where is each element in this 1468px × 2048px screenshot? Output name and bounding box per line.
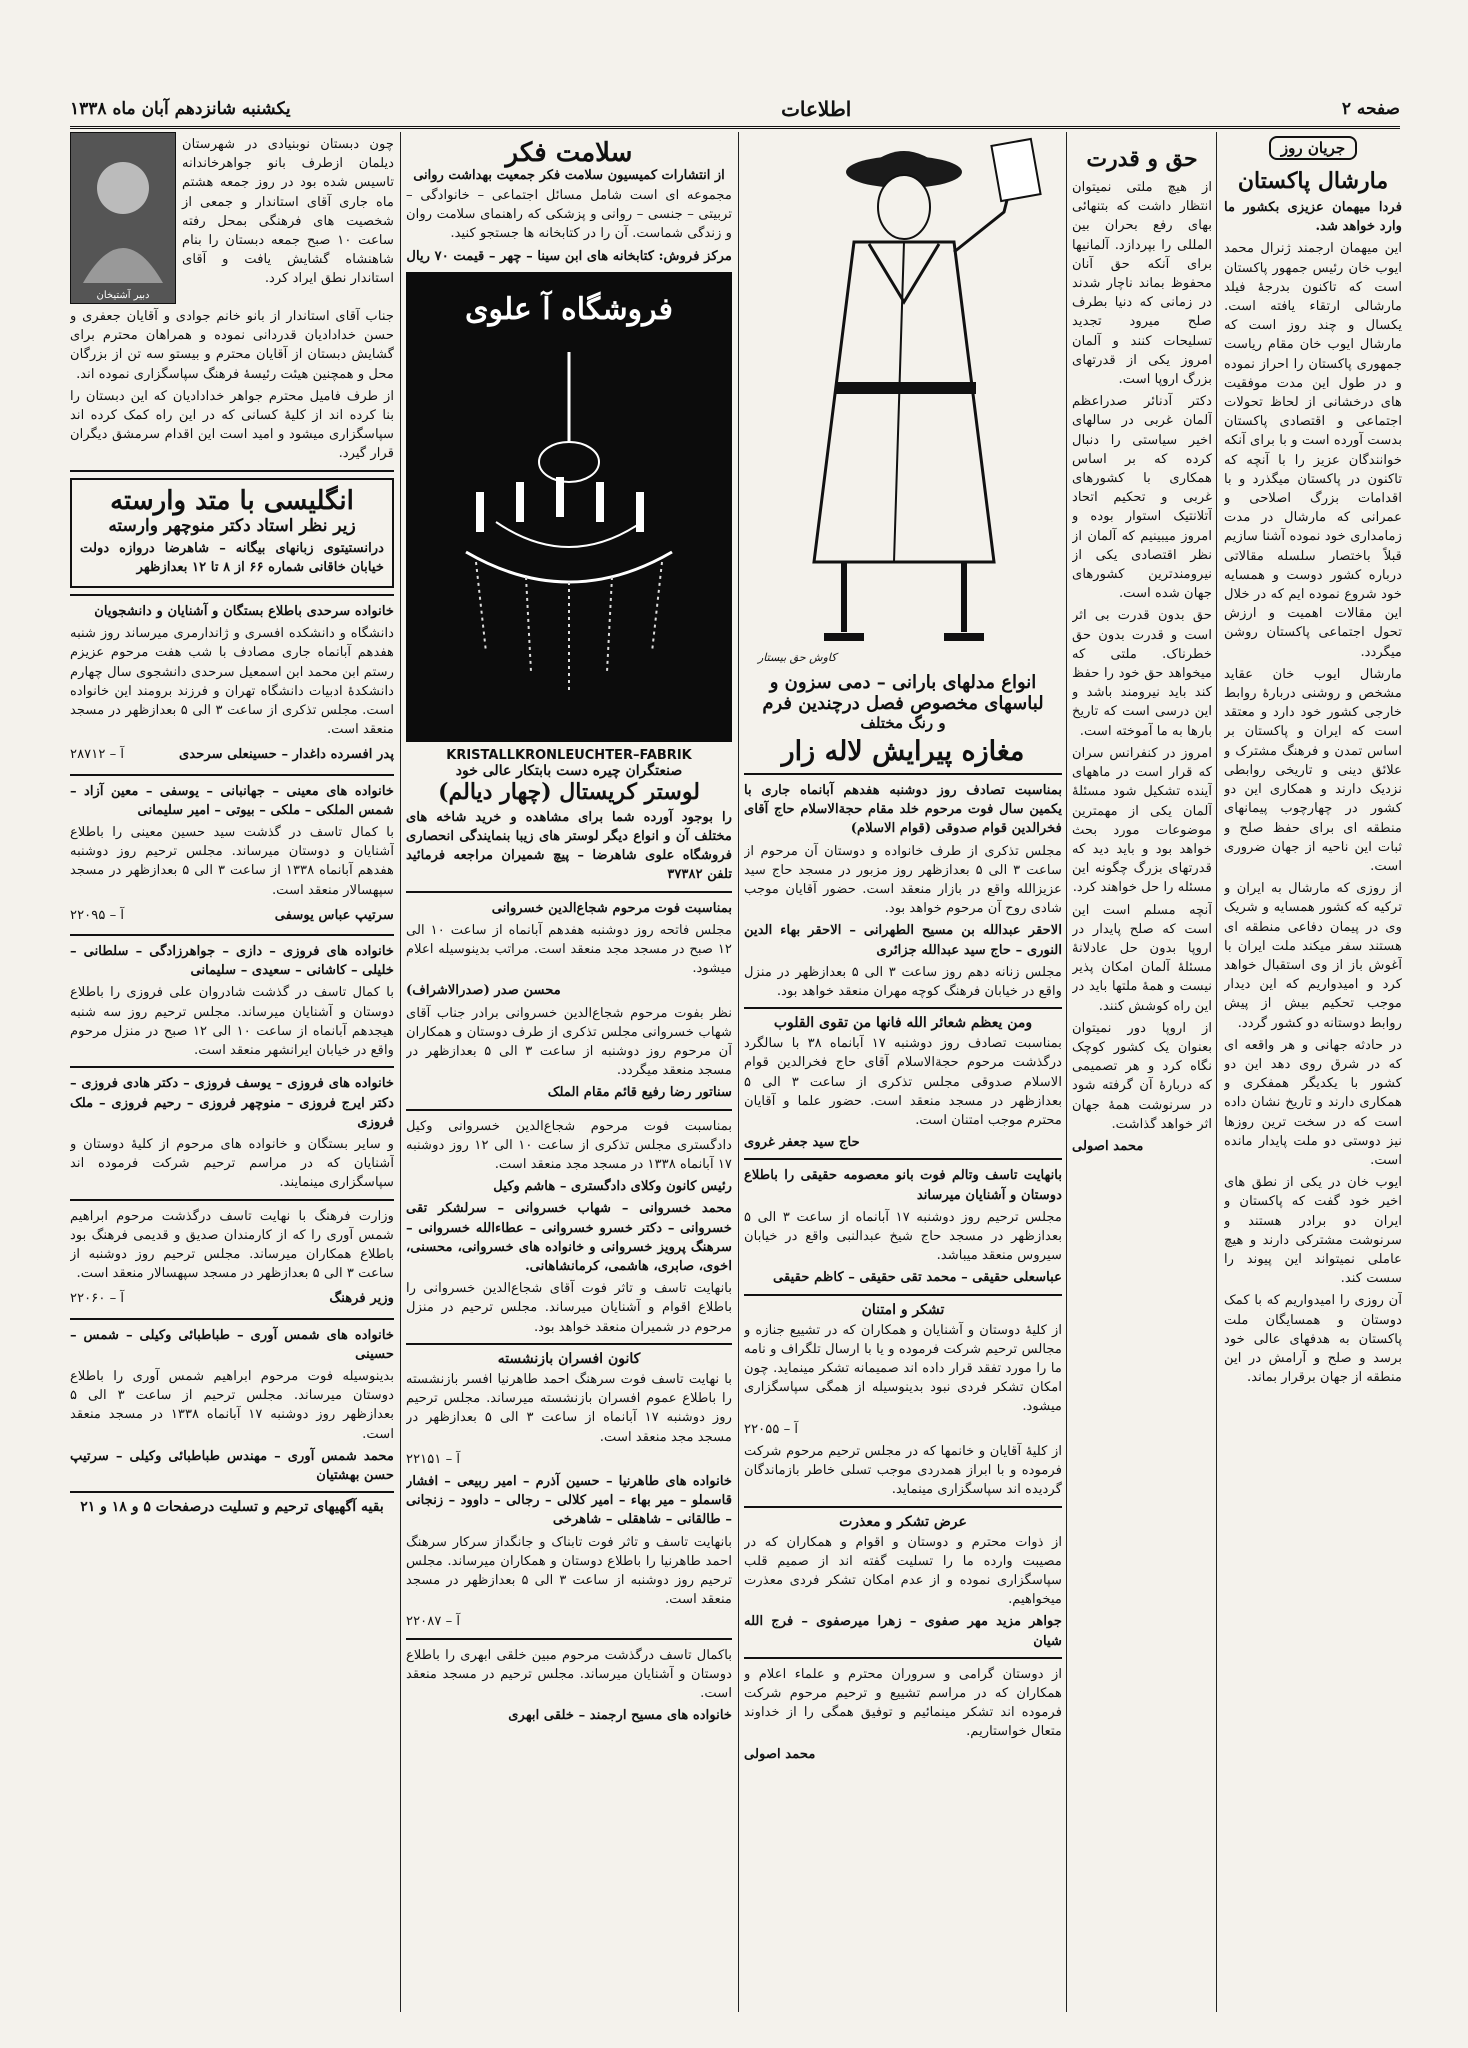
ad-line: لباسهای مخصوص فصل درچندین فرم	[762, 693, 1044, 714]
artist-signature: کاوش حق بیستار	[758, 651, 837, 664]
book-title: سلامت فکر	[505, 138, 633, 168]
notice-code: آ – ۲۲۰۶۰	[70, 1291, 125, 1307]
article-body: در حادثه جهانی و هر واقعه ای که در شرق روی دهد این دو کشور با یکدیگر همفکری و همکاری دارند و تاریخ نشان داده است که در سخت ترین روزها نیز دوستی دو ملت پایدار مانده است.	[1224, 1037, 1402, 1168]
notice-body: مجلس زنانه دهم روز ساعت ۳ الی ۵ بعدازظهر در منزل واقع در خیابان فرهنگ کوچه مهران منعقد خواهد بود.	[744, 964, 1062, 1000]
brand-sub: صنعتگران چیره دست بابتکار عالی خود	[455, 762, 683, 779]
article-body: از هیچ ملتی نمیتوان انتظار داشت که بتنهائی بهای رفع بحران بین المللی را بپردازد. آلمانیها برای آنکه حق آنان محفوظ بماند ناچار شدند در زمانی که دنیا بطرف صلح میرود تجدید تسلیحات کنند و آلمان امروز یکی از قدرتهای بزرگ اروپا است.	[1072, 180, 1212, 388]
notice-signature: عباسعلی حقیقی – محمد تقی حقیقی – کاظم حقیقی	[773, 1270, 1062, 1286]
ad-subtitle: زیر نظر استاد دکتر منوچهر وارسته	[108, 515, 356, 536]
notice-body: محمد خسروانی – شهاب خسروانی – سرلشکر تقی خسروانی – دکتر خسرو خسروانی – عطاءالله خسروانی – سرهنگ پرویز خسروانی و خانواده های خسروانی، محسنی، اخوی، صابری، هاشمی، کرمانشاهانی.	[406, 1201, 732, 1275]
notice-signature: جواهر مزید مهر صفوی – زهرا میرصفوی – فرج الله شیان	[744, 1614, 1062, 1649]
notice-signature: خانواده های مسیح ارجمند – خلقی ابهری	[508, 1708, 732, 1724]
article-lead: فردا میهمان عزیزی بکشور ما وارد خواهد شد.	[1224, 200, 1402, 235]
news-body: از طرف فامیل محترم جواهر خدادادیان که این دبستان را بنا کرده اند از کلیهٔ کسانی که در این راه کمک کرده اند سپاسگزاری میشود و امید است این اقدام سرمشق دیگران قرار گیرد.	[70, 388, 394, 462]
notice-signature: محسن صدر (صدرالاشراف)	[406, 983, 561, 999]
notice-body: با کمال تاسف در گذشت سید حسین معینی را باطلاع آشنایان و دوستان میرساند. مجلس ترحیم روز دوشنبه هفدهم آبانماه ۱۳۳۸ از ساعت ۳ الی ۵ بعدازظهر در مسجد سپهسالار منعقد است.	[70, 825, 394, 898]
notice-title: عرض تشکر و معذرت	[839, 1513, 967, 1530]
notice-title: خانواده های فروزی – دازی – جواهرزادگی – سلطانی – خلیلی – کاشانی – سعیدی – سلیمانی	[70, 944, 394, 979]
section-tag: جریان روز	[1269, 136, 1357, 160]
book-price: مرکز فروش: کتابخانه های ابن سینا – چهر – قیمت ۷۰ ریال	[406, 248, 732, 264]
article-body: دکتر آدنائر صدراعظم آلمان غربی در سالهای اخیر سیاستی را دنبال کرده که بر اساس همکاری با کشورهای غربی و تحکیم اتحاد آتلانتیک استوار بوده و امروز میبینیم که آلمان از نظر اقتصادی یکی از نیرومندترین کشورهای جهان شده است.	[1072, 394, 1212, 602]
issue-date: یکشنبه شانزدهم آبان ماه ۱۳۳۸	[70, 99, 291, 119]
notice-signature: سرتیپ عباس یوسفی	[274, 907, 394, 923]
notice-body: از کلیهٔ دوستان و آشنایان و همکاران که در تشییع جنازه و مجالس ترحیم شرکت فرموده و یا با ارسال تلگراف و نامه ما را مورد تفقد قرار داده اند صمیمانه تشکر مینماید. چون امکان تشکر فردی نبود بدینوسیله از همگی سپاسگزاری میشود.	[744, 1322, 1062, 1415]
article-body: این میهمان ارجمند ژنرال محمد ایوب خان رئیس جمهور پاکستان است که تاکنون بدرجهٔ فیلد مارشالی ارتقاء یافته است. یکسال و چند روز است که مارشال ایوب خان مقام ریاست جمهوری پاکستان را احراز نموده و در طول این مدت موفقیت های درخشانی از لحاظ تحولات اجتماعی و اقتصادی پاکستان بدست آورده است و با برای آنکه خوانندگان عزیز را با آنچه که تاکنون در پاکستان میگذرد و با اقدامات بزرگ اصلاحی و عمرانی که مارشال در مدت زمامداری خود نموده آشنا سازیم قبلاً باختصار سلسله مقالاتی درباره کشور دوست و همسایه خود شروع نموده ایم که در خلال این مقالات اهمیت و ارزش تحول اجتماعی پاکستان روشن میگردد.	[1224, 241, 1402, 660]
column-notices-left	[70, 132, 394, 2012]
man-in-raincoat-icon	[744, 132, 1062, 672]
page-number: صفحه ۲	[1341, 99, 1400, 119]
notice-body: مجلس ترحیم روز دوشنبه ۱۷ آبانماه از ساعت ۳ الی ۵ بعدازظهر در مسجد حاج شیخ عبدالنبی واقع در خیابان سیروس منعقد میباشد.	[744, 1209, 1062, 1264]
ad-title: انگلیسی با متد وارسته	[110, 485, 354, 516]
ad-line: و رنگ مختلف	[860, 714, 946, 732]
notice-code: آ – ۲۲۰۸۷	[406, 1614, 461, 1630]
notice-title: بانهایت تاسف وتالم فوت بانو معصومه حقیقی را باطلاع دوستان و آشنایان میرساند	[744, 1168, 1062, 1203]
news-body: جناب آقای استاندار از بانو خانم جوادی و آقایان جعفری و حسن خدادادیان قدردانی نموده و همراهان محترم برای گشایش دبستان از آقایان محترم و بیستو سه تن از بزرگان محل و همچنین هیئت رئیسهٔ فرهنگ سپاسگزاری نموده اند.	[70, 309, 394, 382]
column-editorial	[1224, 132, 1402, 2012]
notice-body: باکمال تاسف درگذشت مرحوم مبین خلقی ابهری را باطلاع دوستان و آشنایان میرساند. مجلس ترحیم در مسجد منعقد است.	[406, 1647, 732, 1701]
notice-body: با کمال تاسف در گذشت شادروان علی فروزی را باطلاع دوستان و آشنایان میرساند. مجلس ترحیم روز سه شنبه هیجدهم آبانماه از ساعت ۱۰ الی ۱۲ صبح در منزل مرحوم واقع در خیابان ایرانشهر منعقد است.	[70, 985, 394, 1059]
raincoat-illustration	[744, 132, 1062, 672]
notice-signature: رئیس کانون وکلای دادگستری – هاشم وکیل	[493, 1179, 732, 1195]
paper-name: اطلاعات	[781, 97, 852, 121]
notice-title: خانواده های معینی – جهانبانی – یوسفی – معین آزاد – شمس الملکی – ملکی – بیوتی – امیر سلیمانی	[70, 783, 394, 818]
notice-title: کانون افسران بازنشسته	[497, 1350, 641, 1367]
page-footer-note: بقیه آگهیهای ترحیم و تسلیت درصفحات ۵ و ۱۸ و ۲۱	[80, 1499, 384, 1516]
notice-signature: پدر افسرده داغدار – حسینعلی سرحدی	[178, 747, 394, 763]
article-body: از روزی که مارشال به ایران و ترکیه که کشور همسایه و شریک وی در پیمان دفاعی منطقه ای هستند سفر میکند ملت ایران با آغوش باز از وی استقبال خواهد کرد و امیدواریم که این دیدار موجب تحکیم بیش از پیش روابط دوستانه دو کشور گردد.	[1224, 881, 1402, 1031]
notice-body: بمناسبت تصادف روز دوشنبه ۱۷ آبانماه ۳۸ با سالگرد درگذشت مرحوم حجة‌الاسلام آقای حاج فخرالدین قوام الاسلام صدوقی مجلس تذکری از ساعت ۳ الی ۵ بعدازظهر در مسجد منعقد است. حضور علما و آقایان محترم موجب امتنان است.	[744, 1036, 1062, 1129]
notice-title: بمناسبت تصادف روز دوشنبه هفدهم آبانماه جاری با یکمین سال فوت مرحوم خلد مقام حجة‌الاسلام حاج آقای فخرالدین قوام صدوقی (قوام الاسلام)	[744, 783, 1062, 837]
notice-body: از ذوات محترم و دوستان و اقوام و همکاران که در مصیبت وارده ما را تسلیت گفته اند از صمیم قلب سپاسگزاری نموده و از عدم امکان تشکر فردی معذرت میخواهیم.	[744, 1534, 1062, 1608]
notice-signature: محمد اصولی	[744, 1746, 816, 1762]
notice-code: آ – ۲۲۰۵۵	[744, 1421, 799, 1437]
article-body: آن روزی را امیدواریم که با کمک دوستان و همسایگان ملت پاکستان به هدفهای عالی خود برسد و صلح و آرامش در این منطقه از جهان برقرار بماند.	[1224, 1293, 1402, 1386]
ad-title: فروشگاه آ علوی	[465, 291, 673, 327]
chandelier-icon	[406, 352, 732, 732]
child-photo	[70, 132, 176, 304]
notice-body: بدینوسیله فوت مرحوم ابراهیم شمس آوری را باطلاع دوستان میرساند. مجلس ترحیم از ساعت ۳ الی ۵ بعدازظهر روز دوشنبه ۱۷ آبانماه ۱۳۳۸ در مسجد منعقد است.	[70, 1368, 394, 1442]
article-body: حق بدون قدرت بی اثر است و قدرت بدون حق خطرناک. ملتی که میخواهد حق خود را حفظ کند باید نیرومند باشد و این درسی است که تاریخ بارها به ما آموخته است.	[1072, 608, 1212, 739]
book-body: مجموعه ای است شامل مسائل اجتماعی – خانوادگی – تربیتی – جنسی – روانی و پزشکی که راهنمای سلامت روان و زندگی شماست. آن را در کتابخانه ها جستجو کنید.	[406, 188, 732, 242]
notice-body: با نهایت تاسف فوت سرهنگ احمد طاهرنیا افسر بازنشسته را باطلاع عموم افسران بازنشسته میرساند. مجلس ترحیم روز دوشنبه ۱۷ آبانماه از ساعت ۳ الی ۵ بعدازظهر در مسجد مجد منعقد است.	[406, 1371, 732, 1445]
masthead	[70, 92, 1400, 129]
notice-code: آ – ۲۸۷۱۲	[70, 747, 125, 763]
ad-body: درانستیتوی زبانهای بیگانه – شاهرضا دروازه دولت خیابان خاقانی شماره ۶۶ از ۸ تا ۱۲ بعدازظهر	[80, 540, 384, 575]
notice-body: مجلس فاتحه روز دوشنبه هفدهم آبانماه از ساعت ۱۰ الی ۱۲ صبح در مسجد مجد منعقد است. مراتب بدینوسیله اعلام میشود.	[406, 922, 732, 977]
notice-body: بمناسبت فوت مرحوم شجاع‌الدین خسروانی وکیل دادگستری مجلس تذکری از ساعت ۱۰ الی ۱۲ روز دوشنبه ۱۷ آبانماه ۱۳۳۸ در مسجد مجد منعقد است.	[406, 1118, 732, 1173]
notice-title: تشکر و امتنان	[861, 1301, 945, 1318]
brand-product: لوستر کریستال (چهار دیالم)	[438, 778, 700, 805]
notice-body: از دوستان گرامی و سروران محترم و علماء اعلام و همکاران که در مراسم تشییع و ترحیم مرحوم شرکت فرموده اند تشکر مینمائیم و توفیق همگی را از خداوند متعال خواستاریم.	[744, 1666, 1062, 1740]
article-title: حق و قدرت	[1086, 146, 1198, 172]
author-signature: محمد اصولی	[1072, 1138, 1144, 1154]
column-raincoat-ad	[744, 132, 1062, 2012]
notice-body: از کلیهٔ آقایان و خانمها که در مجلس ترحیم مرحوم شرکت فرموده و با ابراز همدردی موجب تسلی خاطر بازماندگان گردیده اند سپاسگزاری مینماید.	[744, 1443, 1062, 1498]
brand-body: را بوجود آورده شما برای مشاهده و خرید شاخه های مختلف آن و انواع دیگر لوستر های زیبا بنمایندگی انحصاری فروشگاه علوی شاهرضا – پیچ شمیران مراجعه فرمائید تلفن ۳۷۳۸۲	[406, 809, 732, 883]
notice-body: وزارت فرهنگ با نهایت تاسف درگذشت مرحوم ابراهیم شمس آوری را که از کارمندان صدیق و قدیمی فرهنگ بود باطلاع همکاران میرساند. مجلس ترحیم روز دوشنبه از ساعت ۳ الی ۵ بعدازظهر در مسجد سپهسالار منعقد است.	[70, 1208, 394, 1282]
chandelier-ad-panel	[406, 272, 732, 742]
news-body: چون دبستان نوبنیادی در شهرستان دیلمان ازطرف بانو جواهرخاندانه تاسیس شده بود در روز جمعه هشتم ماه جاری آقای استاندار و جمعی از شخصیت های فرهنگی بمحل رفته ساعت ۱۰ صبح جمعه دبستان را بنام شاهنشاه گشایش یافت و آقای استاندار نطق ایراد کرد.	[182, 137, 394, 287]
book-lead: از انتشارات کمیسیون سلامت فکر جمعیت بهداشت روانی	[413, 168, 725, 183]
portrait-icon	[71, 133, 175, 283]
notice-body: مجلس تذکری از طرف خانواده و دوستان آن مرحوم از ساعت ۳ الی ۵ بعدازظهر روز مزبور در مسجد حاج سید عزیزالله واقع در بازار منعقد است. حضور آقایان موجب شادی روح آن مرحوم خواهد بود.	[744, 843, 1062, 917]
notice-body: و سایر بستگان و خانواده های مرحوم از کلیهٔ دوستان و آشنایان که در مراسم ترحیم شرکت فرموده اند سپاسگزاری مینمایند.	[70, 1136, 394, 1191]
notice-title: خانواده های شمس آوری – طباطبائی وکیلی – شمس – حسینی	[70, 1327, 394, 1362]
photo-caption: دبیر آشتیخان	[96, 290, 150, 301]
shop-name: مغازه پیرایش لاله زار	[781, 736, 1025, 767]
column-right-and-power	[1072, 132, 1212, 2012]
notice-code: آ – ۲۲۱۵۱	[406, 1451, 461, 1467]
notice-title: خانواده سرحدی باطلاع بستگان و آشنایان و دانشجویان	[94, 604, 394, 620]
notice-body: دانشگاه و دانشکده افسری و ژاندارمری میرساند روز شنبه هفدهم آبانماه جاری مصادف با شب هفت مرحوم عزیزم رستم ابن محمد ابن اسمعیل سرحدی دانشجوی سال چهارم دانشکدهٔ ادبیات دانشگاه تهران و فرزند برومند این خانواده است. مجلس تذکری از ساعت ۳ الی ۵ بعدازظهر در مسجد منعقد است.	[70, 626, 394, 738]
article-body: آنچه مسلم است این است که صلح پایدار در اروپا بدون حل عادلانهٔ مسئلهٔ آلمان امکان پذیر نیست و همهٔ ملتها باید در این راه کوشش کنند.	[1072, 902, 1212, 1014]
notice-signature: الاحقر عبدالله بن مسیح الطهرانی – الاحقر بهاء الدین النوری – حاج سید عبدالله جزائری	[744, 923, 1062, 958]
article-title: مارشال پاکستان	[1237, 168, 1389, 194]
article-body: ایوب خان در یکی از نطق های اخیر خود گفت که پاکستان و ایران دو برادر هستند و سرنوشت مشترکی دارند و هیچ عاملی نمیتواند این پیوند را سست کند.	[1224, 1175, 1402, 1287]
notice-code: آ – ۲۲۰۹۵	[70, 907, 125, 923]
notice-body: خانواده های طاهرنیا – حسین آذرم – امیر ربیعی – افشار قاسملو – میر بهاء – امیر کلالی – رجالی – داوود – زنجانی – طالقانی – شاهقلی – شاهرخی	[406, 1473, 732, 1528]
notice-title: بمناسبت فوت مرحوم شجاع‌الدین خسروانی	[491, 900, 732, 916]
notice-signature: وزیر فرهنگ	[329, 1291, 394, 1307]
brand-name: KRISTALLKRONLEUCHTER–FABRIK	[446, 747, 692, 763]
notice-signature: سناتور رضا رفیع قائم مقام الملک	[547, 1085, 732, 1101]
column-chandelier-ad	[406, 132, 732, 2012]
article-body: مارشال ایوب خان عقاید مشخص و روشنی دربارهٔ روابط خارجی کشور خود دارد و معتقد است که ایران و پاکستان بر اساس تمدن و فرهنگ مشترک و علائق دینی و تاریخی روابطی نزدیک دارند و همکاری این دو کشور در چهارچوب پیمانهای منطقه ای برای حفظ صلح و ثبات این ناحیه از جهان ضروری است.	[1224, 666, 1402, 874]
notice-signature: محمد شمس آوری – مهندس طباطبائی وکیلی – سرتیپ حسن بهشتیان	[70, 1448, 394, 1483]
article-body: امروز در کنفرانس سران که قرار است در ماههای آینده تشکیل شود مسئلهٔ آلمان یکی از مهمترین موضوعات مورد بحث خواهد بود و باید دید که قدرتهای بزرگ چگونه این مسئله را حل خواهند کرد.	[1072, 745, 1212, 896]
notice-signature: حاج سید جعفر غروی	[744, 1135, 860, 1151]
notice-body: نظر بفوت مرحوم شجاع‌الدین خسروانی برادر جناب آقای شهاب خسروانی مجلس تذکری از طرف دوستان و همکاران آن مرحوم روز دوشنبه از ساعت ۳ الی ۵ بعدازظهر در مسجد منعقد میگردد.	[406, 1005, 732, 1079]
ad-line: انواع مدلهای بارانی – دمی سزون و	[769, 672, 1037, 693]
notice-title: خانواده های فروزی – یوسف فروزی – دکتر هادی فروزی – دکتر ایرج فروزی – منوچهر فروزی – رحیم فروزی – ملک فروزی	[70, 1076, 394, 1130]
notice-title: ومن یعظم شعائر الله فانها من تقوی القلوب	[773, 1015, 1033, 1032]
article-body: از اروپا دور نمیتوان بعنوان یک کشور کوچک نگاه کرد و هر تصمیمی که دربارهٔ آن گرفته شود در سرنوشت همهٔ جهان اثر خواهد گذاشت.	[1072, 1020, 1212, 1132]
notice-body: بانهایت تاسف و تاثر فوت آقای شجاع‌الدین خسروانی را باطلاع اقوام و آشنایان میرساند. مجلس ترحیم در منزل مرحوم در شمیران منعقد خواهد بود.	[406, 1281, 732, 1335]
notice-body: بانهایت تاسف و تاثر فوت تابناک و جانگداز سرکار سرهنگ احمد طاهرنیا را باطلاع دوستان و همکاران میرساند. مجلس ترحیم روز دوشنبه از ساعت ۳ الی ۵ بعدازظهر در مسجد منعقد است.	[406, 1534, 732, 1608]
